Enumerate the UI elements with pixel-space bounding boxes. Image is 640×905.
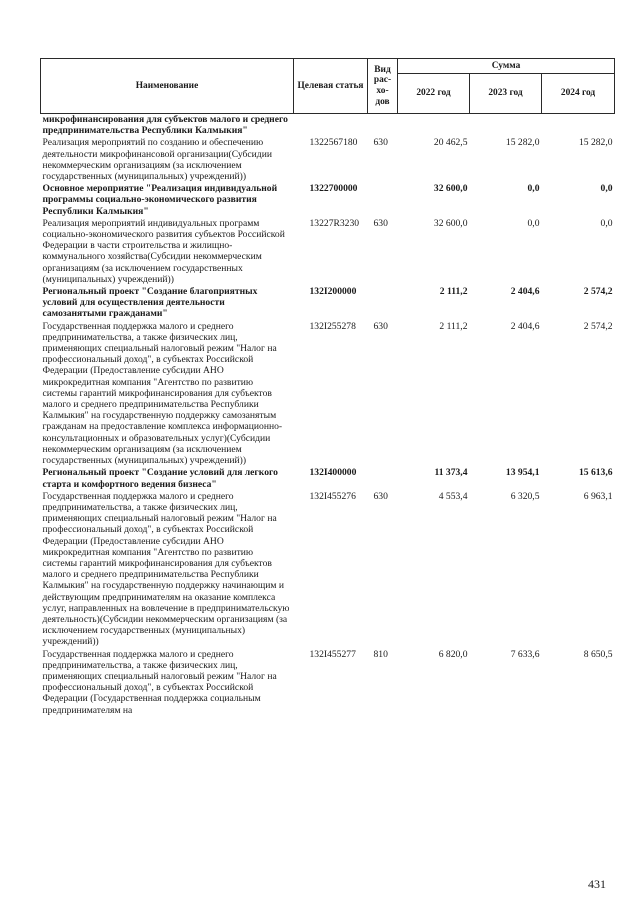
header-name: Наименование [41,59,294,114]
table-row [41,649,615,717]
row-target-article [294,114,368,138]
row-value-2022: 32 600,0 [433,183,468,195]
row-expense-type [368,183,398,218]
row-target-article: 13227R3230 [309,217,360,229]
table-row [41,183,615,218]
row-name: Государственная поддержка малого и среднего предпринимательства, а также физических лиц, применяющих специальный налоговый режим "Налог на профессиональный доход", в субъектах Российской Федерации (Государственная поддержка социальным предпринимателям на [42,648,277,716]
row-target-article: 1322567180 [309,137,358,149]
row-value-2024: 0,0 [600,217,613,229]
row-value-2024 [542,114,615,138]
page-number: 431 [588,877,606,891]
header-year-2024: 2024 год [542,74,615,114]
table-row [41,286,615,321]
row-value-2022 [398,114,470,138]
row-value-2022: 32 600,0 [433,217,468,229]
row-target-article: 132I400000 [309,467,357,479]
row-value-2022: 4 553,4 [438,490,468,502]
table-row [41,491,615,649]
row-target-article: 132I200000 [309,286,357,298]
row-value-2023 [470,114,542,138]
row-expense-type: 630 [373,137,388,149]
row-target-article: 132I455277 [309,648,356,660]
row-target-article: 132I455276 [309,490,356,502]
row-name: Государственная поддержка малого и среднего предпринимательства, а также физических лиц, применяющих специальный налоговый режим "Налог на профессиональный доход", в субъектах Российской Федерации (Предоставление субсидии АНО микрокредитная компания "Агентство по развитию системы гарантий микрофинансирования для субъектов малого и среднего предпринимательства Республики Калмыкия" на государственную поддержку самозанятым гражданам на предоставление комплекса информационно-консультационных и образовательных услуг)(Субсидии некоммерческим организациям (за исключением государственных (муниципальных) учреждений)) [42,320,283,467]
row-value-2023: 15 282,0 [505,137,540,149]
row-value-2024: 15 613,6 [578,467,613,479]
table-row [41,321,615,468]
row-value-2022: 11 373,4 [434,467,468,479]
row-value-2024: 2 574,2 [583,286,613,298]
row-value-2023: 13 954,1 [505,467,540,479]
row-name: Основное мероприятие "Реализация индивидуальной программы социально-экономического развития Республики Калмыкия" [42,183,278,217]
row-value-2022: 2 111,2 [439,286,468,298]
row-value-2023: 0,0 [527,183,540,195]
table-row [41,467,615,490]
row-value-2023: 7 633,6 [510,648,540,660]
row-value-2024: 0,0 [600,183,613,195]
row-expense-type: 630 [373,217,388,229]
table-header [41,59,615,114]
row-target-article: 1322700000 [309,183,358,195]
row-name: Реализация мероприятий индивидуальных программ социально-экономического развития субъектов Российской Федерации в части строительства и жилищно-коммунального хозяйства(Субсидии некоммерческим организациям (за исключением государственных (муниципальных) учреждений)) [42,217,285,285]
row-value-2024: 2 574,2 [583,320,613,332]
row-expense-type [368,467,398,490]
row-expense-type: 810 [373,648,388,660]
header-sum: Сумма [398,59,615,74]
row-value-2022: 6 820,0 [438,648,468,660]
table-row [41,218,615,286]
row-expense-type [368,286,398,321]
budget-table [40,58,615,717]
row-value-2022: 20 462,5 [433,137,468,149]
row-value-2024: 15 282,0 [578,137,613,149]
row-expense-type: 630 [373,320,388,332]
row-value-2023: 2 404,6 [510,286,540,298]
header-year-2022: 2022 год [398,74,470,114]
header-expense-type: Вид рас-хо-дов [368,59,398,114]
row-target-article: 132I255278 [309,320,356,332]
row-value-2022: 2 111,2 [439,320,468,332]
row-expense-type: 630 [373,490,388,502]
table-row [41,137,615,183]
row-value-2024: 6 963,1 [583,490,613,502]
header-year-2023: 2023 год [470,74,542,114]
row-value-2023: 2 404,6 [510,320,540,332]
row-name: Реализация мероприятий по созданию и обеспечению деятельности микрофинансовой организации(Субсидии некоммерческим организациям (за исключением государственных (муниципальных) учреждений)) [42,137,272,183]
row-name: Региональный проект "Создание условий для легкого старта и комфортного ведения бизнеса" [42,467,278,490]
row-name: Государственная поддержка малого и среднего предпринимательства, а также физических лиц, применяющих специальный налоговый режим "Налог на профессиональный доход", в субъектах Российской Федерации (Предоставление субсидии АНО микрокредитная компания "Агентство по развитию системы гарантий микрофинансирования для субъектов малого и среднего предпринимательства Республики Калмыкия" на государственную поддержку начинающим и действующим предпринимателям на оказание комплекса услуг, направленных на вовлечение в предпринимательскую деятельность)(Субсидии некоммерческим организациям (за исключением государственных (муниципальных) учреждений)) [42,490,290,648]
table-body [41,114,615,717]
row-name: Региональный проект "Создание благоприятных условий для осуществления деятельности самозанятыми гражданами" [42,286,258,320]
table-row [41,114,615,138]
header-target-article: Целевая статья [294,59,368,114]
row-expense-type [368,114,398,138]
row-name: микрофинансирования для субъектов малого и среднего предпринимательства Республики Калмыкия" [42,114,288,137]
row-value-2024: 8 650,5 [583,648,613,660]
row-value-2023: 6 320,5 [510,490,540,502]
row-value-2023: 0,0 [527,217,540,229]
